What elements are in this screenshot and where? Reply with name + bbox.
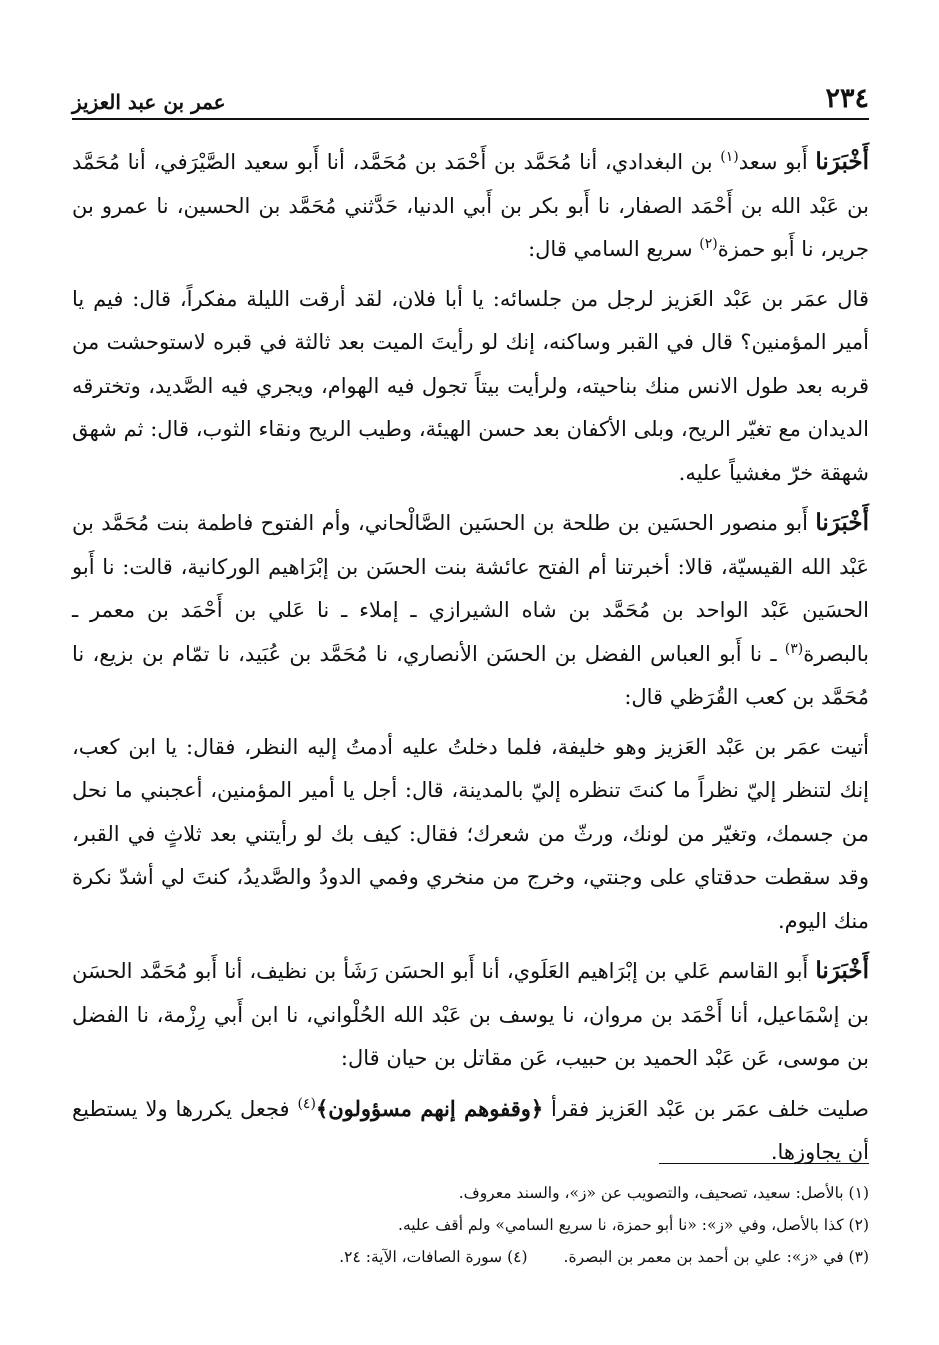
- footnote-4: [339, 1241, 527, 1273]
- footnote-ref: (٤): [297, 1095, 316, 1112]
- footnote-3: [564, 1241, 869, 1273]
- isnad-lead: أَخْبَرَنا: [815, 957, 869, 984]
- paragraph-text: فجعل يكررها ولا يستطيع أن يجاوزها.: [72, 1096, 869, 1164]
- footnote-number: (٣): [848, 1248, 869, 1266]
- paragraph-2: [72, 278, 869, 496]
- footnote-row: [72, 1241, 869, 1273]
- paragraph-4: [72, 726, 869, 944]
- footnote-ref: (٢): [699, 236, 718, 252]
- footnotes: [72, 1177, 869, 1273]
- footnote-text: كذا بالأصل، وفي «ز»: «نا أبو حمزة، نا سريع السامي» ولم أقف عليه.: [398, 1216, 844, 1234]
- isnad-lead: أَخْبَرَنا: [815, 509, 869, 536]
- footnote-text: بالأصل: سعيد، تصحيف، والتصويب عن «ز»، والسند معروف.: [458, 1184, 844, 1202]
- footnote-number: (١): [848, 1184, 869, 1202]
- footnote-ref: (٣): [784, 640, 804, 657]
- paragraph-text: أتيت عمَر بن عَبْد العَزيز وهو خليفة، فلما دخلتُ عليه أدمتُ إليه النظر، فقال: يا ابن كعب، إنك لتنظر إليّ نظراً ما كنتَ تنظره إليّ بالمدينة، قال: أجل يا أمير المؤمنين، أعجبني ما نحل من جسمك، وتغيّر من لونك، ورثّ من شعرك؛ فقال: كيف بك لو رأيتني بعد ثلاثٍ في القبر، وقد سقطت حدقتاي على وجنتي، وخرج من منخري وفمي الدودُ والصَّديدُ، كنتَ لي أشدّ نكرة منك اليوم.: [72, 734, 869, 933]
- main-text: [72, 140, 869, 1181]
- paragraph-1: [72, 140, 869, 272]
- footnote-ref: (١): [720, 149, 739, 165]
- paragraph-text: سريع السامي قال:: [528, 237, 693, 261]
- isnad-lead: أَخْبَرَنا: [815, 148, 870, 175]
- running-title: عمر بن عبد العزيز: [72, 90, 226, 114]
- paragraph-text: أَبو سعد: [738, 150, 808, 174]
- paragraph-text: صليت خلف عمَر بن عَبْد العَزيز فقرأ: [551, 1096, 869, 1121]
- page-header: [72, 74, 869, 120]
- paragraph-text: أَبو القاسم عَلي بن إبْرَاهيم العَلَوي، أنا أَبو الحسَن رَشَأ بن نظيف، أنا أَبو مُحَمَّد الحسَن بن إسْمَاعيل، أنا أَحْمَد بن مروان، نا يوسف بن عَبْد الله الحُلْواني، نا ابن أَبي رِزْمة، نا الفضل بن موسى، عَن عَبْد الحميد بن حبيب، عَن مقاتل بن حيان قال:: [72, 959, 869, 1070]
- paragraph-6: [72, 1087, 869, 1175]
- paragraph-5: [72, 949, 869, 1081]
- paragraph-text: أَبو منصور الحسَين بن طلحة بن الحسَين الصَّالْحاني، وأم الفتوح فاطمة بنت مُحَمَّد بن عَبْد الله القيسيّة، قالا: أخبرتنا أم الفتح عائشة بنت الحسَن بن إبْرَاهيم الوركانية، قالت: نا أَبو الحسَين عَبْد الواحد بن مُحَمَّد بن شاه الشيرازي ـ إملاء ـ نا عَلي بن أَحْمَد بن معمر ـ بالبصرة: [72, 511, 869, 666]
- footnote-number: (٤): [507, 1248, 528, 1266]
- paragraph-text: ـ نا أَبو العباس الفضل بن الحسَن الأنصاري، نا مُحَمَّد بن عُبَيد، نا تمّام بن بزيع، نا مُحَمَّد بن كعب القُرَظي قال:: [72, 641, 869, 709]
- paragraph-3: [72, 501, 869, 720]
- footnote-divider: [659, 1163, 869, 1164]
- footnote-number: (٢): [848, 1216, 869, 1234]
- paragraph-text: بن البغدادي، أنا مُحَمَّد بن أَحْمَد بن مُحَمَّد، أنا أَبو سعيد الصَّيْرَفي، أنا مُحَمَّد بن عَبْد الله بن أَحْمَد الصفار، نا أَبو بكر بن أَبي الدنيا، حَدَّثني مُحَمَّد بن الحسين، نا عمرو بن جرير، نا أَبو حمزة: [72, 150, 869, 261]
- footnote-2: [72, 1209, 869, 1241]
- footnote-1: [72, 1177, 869, 1209]
- paragraph-text: قال عمَر بن عَبْد العَزيز لرجل من جلسائه: يا أبا فلان، لقد أرقت الليلة مفكراً، قال: فيم يا أمير المؤمنين؟ قال في القبر وساكنه، إنك لو رأيتَ الميت بعد ثالثة في قبره لاستوحشت من قربه بعد طول الانس منك بناحيته، ولرأيت بيتاً تجول فيه الهوام، ويجري فيه الصَّديد، وتخترقه الديدان مع تغيّر الريح، وبلى الأكفان بعد حسن الهيئة، وطيب الريح ونقاء الثوب، قال: ثم شهق شهقة خرّ مغشياً عليه.: [72, 286, 869, 485]
- footnote-text: في «ز»: علي بن أحمد بن معمر بن البصرة.: [563, 1248, 844, 1266]
- quran-verse: ﴿وقفوهم إنهم مسؤولون﴾: [315, 1095, 544, 1121]
- footnote-text: سورة الصافات، الآية: ٢٤.: [339, 1248, 503, 1266]
- page-number: ٢٣٤: [825, 83, 869, 114]
